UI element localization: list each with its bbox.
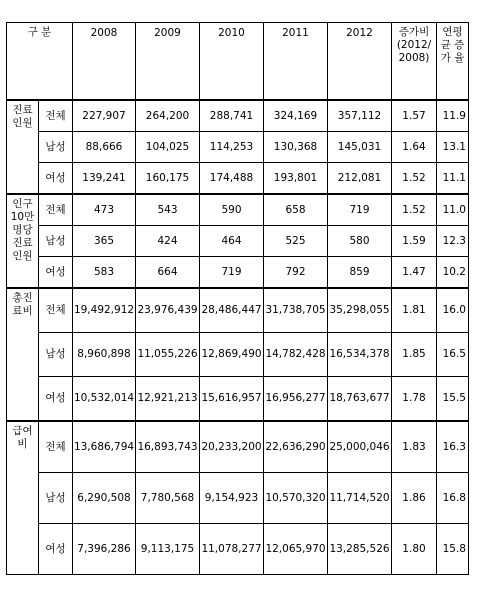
- ratio-cell: 1.81: [392, 288, 437, 333]
- value-cell: 193,801: [264, 163, 328, 195]
- value-cell: 859: [328, 257, 392, 289]
- value-cell: 16,534,378: [328, 333, 392, 377]
- table-row: [7, 163, 469, 195]
- sub-label: 여성: [39, 163, 73, 195]
- sub-label: 여성: [39, 377, 73, 422]
- sub-label: 전체: [39, 100, 73, 132]
- table-row: [7, 473, 469, 524]
- avg-rate-cell: 12.3: [437, 226, 469, 257]
- value-cell: 14,782,428: [264, 333, 328, 377]
- value-cell: 664: [136, 257, 200, 289]
- sub-label: 남성: [39, 473, 73, 524]
- avg-rate-cell: 11.1: [437, 163, 469, 195]
- table-row: [7, 100, 469, 132]
- table-row: [7, 288, 469, 333]
- avg-rate-cell: 16.3: [437, 421, 469, 473]
- year-header: 2008: [73, 23, 136, 101]
- value-cell: 8,960,898: [73, 333, 136, 377]
- value-cell: 19,492,912: [73, 288, 136, 333]
- table-row: [7, 132, 469, 163]
- value-cell: 31,738,705: [264, 288, 328, 333]
- value-cell: 12,065,970: [264, 524, 328, 575]
- value-cell: 23,976,439: [136, 288, 200, 333]
- value-cell: 227,907: [73, 100, 136, 132]
- group-label: 인구 10만 명당 진료 인원: [7, 194, 39, 288]
- value-cell: 583: [73, 257, 136, 289]
- value-cell: 130,368: [264, 132, 328, 163]
- value-cell: 288,741: [200, 100, 264, 132]
- value-cell: 464: [200, 226, 264, 257]
- sub-label: 남성: [39, 226, 73, 257]
- value-cell: 9,113,175: [136, 524, 200, 575]
- value-cell: 473: [73, 194, 136, 226]
- value-cell: 28,486,447: [200, 288, 264, 333]
- value-cell: 365: [73, 226, 136, 257]
- value-cell: 114,253: [200, 132, 264, 163]
- value-cell: 13,285,526: [328, 524, 392, 575]
- value-cell: 139,241: [73, 163, 136, 195]
- sub-label: 여성: [39, 257, 73, 289]
- value-cell: 719: [328, 194, 392, 226]
- value-cell: 543: [136, 194, 200, 226]
- ratio-cell: 1.47: [392, 257, 437, 289]
- value-cell: 324,169: [264, 100, 328, 132]
- ratio-cell: 1.86: [392, 473, 437, 524]
- table-row: [7, 377, 469, 422]
- table-row: [7, 421, 469, 473]
- ratio-cell: 1.64: [392, 132, 437, 163]
- value-cell: 7,396,286: [73, 524, 136, 575]
- group-label: 진료 인원: [7, 100, 39, 194]
- avg-rate-cell: 16.8: [437, 473, 469, 524]
- value-cell: 6,290,508: [73, 473, 136, 524]
- ratio-cell: 1.80: [392, 524, 437, 575]
- value-cell: 15,616,957: [200, 377, 264, 422]
- avg-rate-cell: 15.8: [437, 524, 469, 575]
- value-cell: 212,081: [328, 163, 392, 195]
- ratio-cell: 1.85: [392, 333, 437, 377]
- value-cell: 22,636,290: [264, 421, 328, 473]
- value-cell: 590: [200, 194, 264, 226]
- value-cell: 7,780,568: [136, 473, 200, 524]
- statistics-table: [6, 22, 469, 575]
- value-cell: 792: [264, 257, 328, 289]
- ratio-cell: 1.57: [392, 100, 437, 132]
- ratio-header: 증가비 (2012/ 2008): [392, 23, 437, 101]
- value-cell: 9,154,923: [200, 473, 264, 524]
- table-row: [7, 333, 469, 377]
- avg-rate-cell: 10.2: [437, 257, 469, 289]
- value-cell: 104,025: [136, 132, 200, 163]
- value-cell: 13,686,794: [73, 421, 136, 473]
- value-cell: 18,763,677: [328, 377, 392, 422]
- avg-rate-header: 연평 균 증가 율: [437, 23, 469, 101]
- value-cell: 719: [200, 257, 264, 289]
- value-cell: 424: [136, 226, 200, 257]
- ratio-cell: 1.59: [392, 226, 437, 257]
- value-cell: 160,175: [136, 163, 200, 195]
- sub-label: 전체: [39, 421, 73, 473]
- ratio-cell: 1.83: [392, 421, 437, 473]
- sub-label: 전체: [39, 194, 73, 226]
- year-header: 2010: [200, 23, 264, 101]
- value-cell: 525: [264, 226, 328, 257]
- table-row: [7, 226, 469, 257]
- table-row: [7, 524, 469, 575]
- year-header: 2011: [264, 23, 328, 101]
- sub-label: 남성: [39, 132, 73, 163]
- value-cell: 357,112: [328, 100, 392, 132]
- sub-label: 전체: [39, 288, 73, 333]
- value-cell: 264,200: [136, 100, 200, 132]
- value-cell: 174,488: [200, 163, 264, 195]
- value-cell: 12,921,213: [136, 377, 200, 422]
- value-cell: 88,666: [73, 132, 136, 163]
- avg-rate-cell: 16.0: [437, 288, 469, 333]
- value-cell: 658: [264, 194, 328, 226]
- group-label: 급여 비: [7, 421, 39, 575]
- sub-label: 남성: [39, 333, 73, 377]
- ratio-cell: 1.52: [392, 163, 437, 195]
- header-row: [7, 23, 469, 101]
- avg-rate-cell: 16.5: [437, 333, 469, 377]
- year-header: 2012: [328, 23, 392, 101]
- value-cell: 10,570,320: [264, 473, 328, 524]
- value-cell: 11,078,277: [200, 524, 264, 575]
- value-cell: 16,956,277: [264, 377, 328, 422]
- ratio-cell: 1.52: [392, 194, 437, 226]
- avg-rate-cell: 11.9: [437, 100, 469, 132]
- value-cell: 11,055,226: [136, 333, 200, 377]
- avg-rate-cell: 11.0: [437, 194, 469, 226]
- value-cell: 145,031: [328, 132, 392, 163]
- value-cell: 25,000,046: [328, 421, 392, 473]
- value-cell: 580: [328, 226, 392, 257]
- avg-rate-cell: 15.5: [437, 377, 469, 422]
- value-cell: 35,298,055: [328, 288, 392, 333]
- value-cell: 10,532,014: [73, 377, 136, 422]
- ratio-cell: 1.78: [392, 377, 437, 422]
- value-cell: 20,233,200: [200, 421, 264, 473]
- sub-label: 여성: [39, 524, 73, 575]
- avg-rate-cell: 13.1: [437, 132, 469, 163]
- value-cell: 12,869,490: [200, 333, 264, 377]
- group-label: 총진 료비: [7, 288, 39, 421]
- year-header: 2009: [136, 23, 200, 101]
- table-row: [7, 194, 469, 226]
- category-header: 구 분: [7, 23, 73, 101]
- value-cell: 11,714,520: [328, 473, 392, 524]
- value-cell: 16,893,743: [136, 421, 200, 473]
- table-row: [7, 257, 469, 289]
